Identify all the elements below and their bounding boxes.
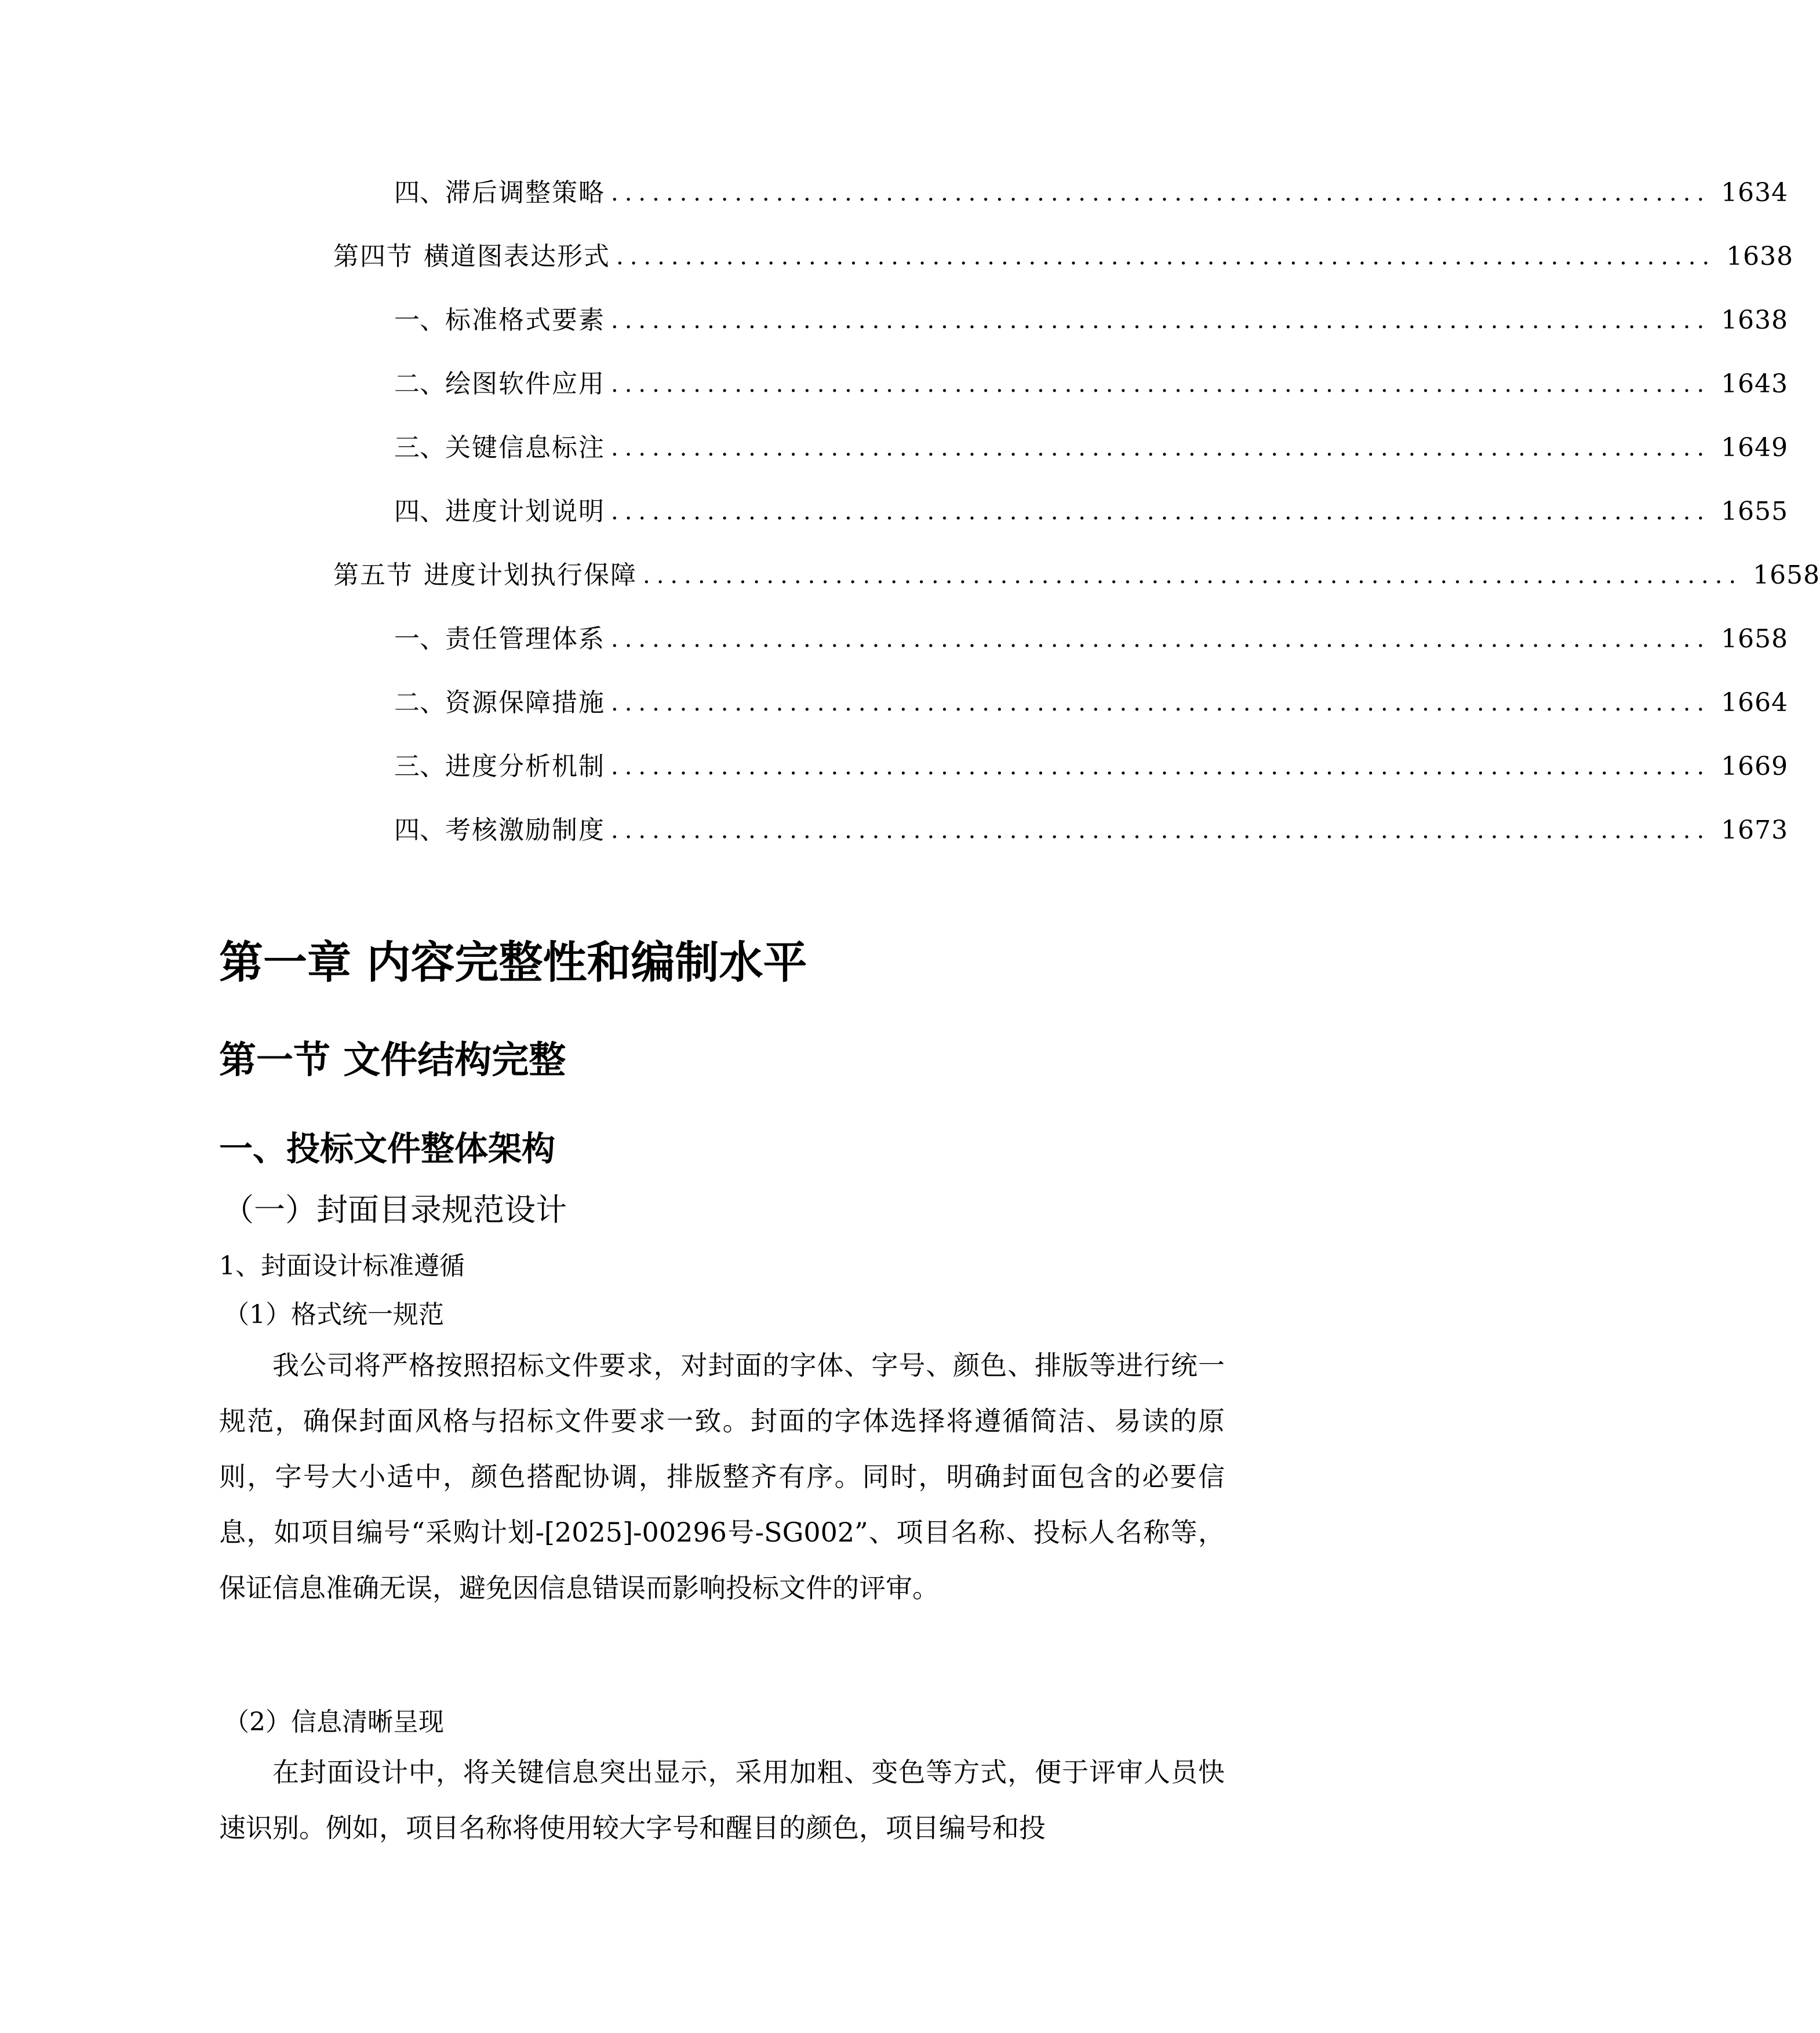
subitem-heading: 1、封面设计标准遵循 [219,1251,465,1281]
toc-leader-dots: ................................................................................ [611,435,1711,461]
toc-entry[interactable] [333,556,1820,595]
toc-entry-title: 横道图表达形式 [424,242,610,271]
toc-entry-number: 四、 [394,178,445,207]
toc-entry-title: 进度分析机制 [445,752,605,781]
toc-page-number: 1638 [1726,242,1794,271]
paragraph-1: 我公司将严格按照招标文件要求，对封面的字体、字号、颜色、排版等进行统一规范，确保封面风格与招标文件要求一致。封面的字体选择将遵循简洁、易读的原则，字号大小适中，颜色搭配协调，排版整齐有序。同时，明确封面包含的必要信息，如项目编号“采购计划-[2025]-00296号-SG002”、项目名称、投标人名称等，保证信息准确无误，避免因信息错误而影响投标文件的评审。 [219,1350,1225,1604]
toc-page-number: 1634 [1721,178,1789,207]
toc-entry-number: 一、 [394,305,445,335]
paragraph-2: 在封面设计中，将关键信息突出显示，采用加粗、变色等方式，便于评审人员快速识别。例如，项目名称将使用较大字号和醒目的颜色，项目编号和投 [219,1757,1225,1843]
point-heading-2: （2）信息清晰呈现 [224,1707,444,1737]
toc-entry[interactable] [394,493,1789,531]
toc-entry-number: 三、 [394,752,445,781]
section-heading: 第一节 文件结构完整 [219,1039,566,1082]
toc-leader-dots: ................................................................................ [611,307,1711,334]
toc-entry-number: 四、 [394,815,445,845]
toc-page-number: 1658 [1753,560,1820,590]
toc-leader-dots: ................................................................................ [643,562,1743,589]
toc-entry[interactable] [394,174,1789,212]
toc-leader-dots: ................................................................................ [611,690,1711,716]
item-heading: （一）封面目录规范设计 [223,1192,567,1228]
toc-leader-dots: ................................................................................ [611,180,1711,206]
toc-entry[interactable] [394,811,1789,850]
toc-entry-title: 资源保障措施 [445,688,605,717]
toc-entry-title: 考核激励制度 [445,815,605,845]
toc-leader-dots: ................................................................................ [616,243,1716,270]
toc-entry-number: 第四节 [333,242,413,271]
toc-leader-dots: ................................................................................ [611,626,1711,653]
toc-page-number: 1638 [1721,305,1789,335]
toc-entry-number: 一、 [394,624,445,654]
toc-leader-dots: ................................................................................ [611,817,1711,844]
toc-leader-dots: ................................................................................ [611,498,1711,525]
toc-leader-dots: ................................................................................ [611,753,1711,780]
toc-page-number: 1658 [1721,624,1789,654]
toc-page-number: 1643 [1721,369,1789,399]
toc-entry-number: 四、 [394,497,445,526]
toc-entry[interactable] [394,429,1789,467]
toc-entry-title: 绘图软件应用 [445,369,605,399]
toc-entry-number: 第五节 [333,560,413,590]
toc-page-number: 1673 [1721,815,1789,845]
toc-entry-title: 标准格式要素 [445,305,605,335]
toc-entry[interactable] [394,748,1789,786]
toc-entry-title: 责任管理体系 [445,624,605,654]
chapter-heading: 第一章 内容完整性和编制水平 [219,937,807,988]
toc-entry-number: 二、 [394,688,445,717]
toc-entry[interactable] [394,684,1789,722]
toc-entry[interactable] [394,301,1789,340]
toc-entry[interactable] [394,620,1789,658]
toc-page-number: 1655 [1721,497,1789,526]
toc-entry-title: 进度计划执行保障 [424,560,637,590]
toc-page-number: 1669 [1721,752,1789,781]
subsection-heading: 一、投标文件整体架构 [219,1129,556,1168]
toc-entry-title: 关键信息标注 [445,433,605,462]
toc-entry[interactable] [394,365,1789,403]
toc-entry-title: 滞后调整策略 [445,178,605,207]
toc-page-number: 1649 [1721,433,1789,462]
toc-entry-number: 三、 [394,433,445,462]
toc-entry-title: 进度计划说明 [445,497,605,526]
point-heading-1: （1）格式统一规范 [224,1300,444,1329]
toc-page-number: 1664 [1721,688,1789,717]
toc-entry-number: 二、 [394,369,445,399]
toc-entry[interactable] [333,238,1794,276]
toc-leader-dots: ................................................................................ [611,371,1711,398]
